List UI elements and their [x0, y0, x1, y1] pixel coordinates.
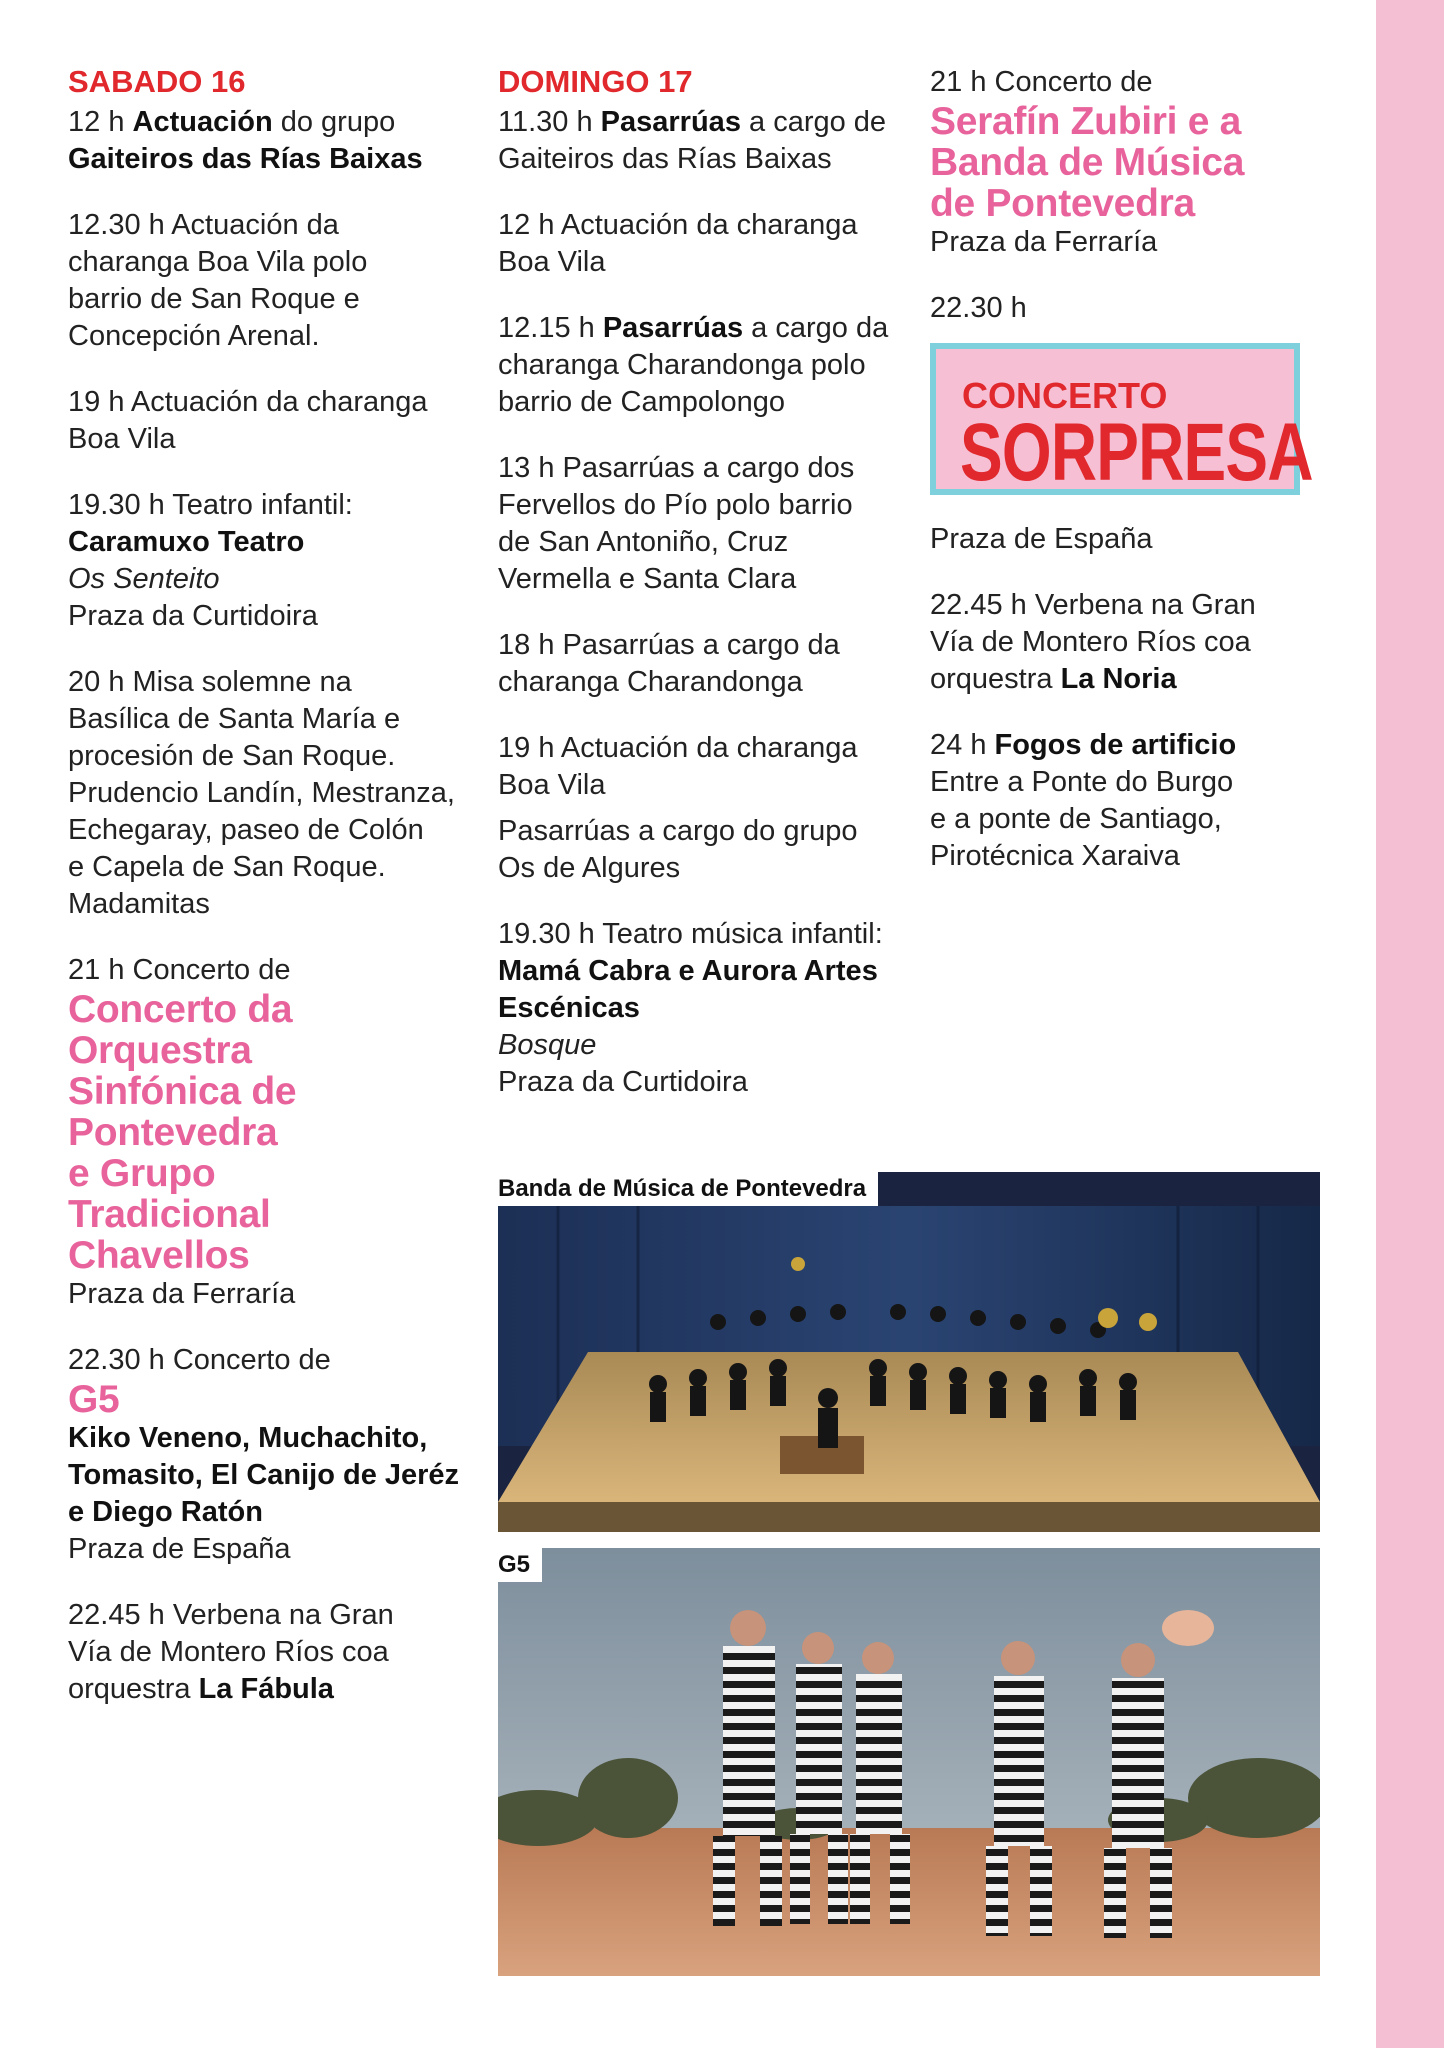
- pink-side-band: [1376, 0, 1444, 2048]
- event-domingo-2: 12 h Actuación da charanga Boa Vila: [498, 209, 858, 278]
- event-domingo-8: 19.30 h Teatro música infantil: Mamá Cabra e Aurora Artes Escénicas Bosque Praza da Curtidoira: [498, 918, 883, 1098]
- day-title-sabado: SABADO 16: [68, 64, 246, 99]
- banda-photo-image: [498, 1172, 1320, 1532]
- event-sabado-6: 21 h Concerto de Concerto da Orquestra Sinfónica de Pontevedra e Grupo Tradicional Chavellos Praza da Ferraría: [68, 952, 478, 1313]
- column-sabado: [68, 62, 478, 1737]
- event-sabado-3: 19 h Actuación da charanga Boa Vila: [68, 386, 428, 455]
- column-domingo: [498, 62, 908, 1130]
- event-col3-2: 22.30 h CONCERTO SORPRESA Praza de España: [930, 292, 1313, 555]
- event-domingo-6: 19 h Actuación da charanga Boa Vila: [498, 732, 858, 801]
- concerto-label: CONCERTO: [962, 375, 1168, 416]
- event-domingo-3: 12.15 h Pasarrúas a cargo da charanga Charandonga polo barrio de Campolongo: [498, 312, 889, 418]
- event-col3-3: 22.45 h Verbena na Gran Vía de Montero Ríos coa orquestra La Noria: [930, 589, 1256, 695]
- column-domingo-evening: [930, 64, 1350, 904]
- concerto-sorpresa-box: [930, 343, 1313, 498]
- event-sabado-5: 20 h Misa solemne na Basílica de Santa María e procesión de San Roque. Prudencio Landín, Mestranza, Echegaray, paseo de Colón e Capela de San Roque. Madamitas: [68, 666, 455, 920]
- event-sabado-1: 12 h Actuación do grupo Gaiteiros das Rías Baixas: [68, 106, 423, 175]
- event-col3-4: 24 h Fogos de artificio Entre a Ponte do Burgo e a ponte de Santiago, Pirotécnica Xaraiva: [930, 729, 1237, 872]
- photo-g5: [498, 1548, 1320, 1976]
- g5-photo-image: [498, 1548, 1320, 1976]
- photo-banda-de-musica: [498, 1172, 1320, 1532]
- event-sabado-2: 12.30 h Actuación da charanga Boa Vila polo barrio de San Roque e Concepción Arenal.: [68, 209, 368, 352]
- event-domingo-1: 11.30 h Pasarrúas a cargo de Gaiteiros das Rías Baixas: [498, 106, 887, 175]
- photo-caption-banda: Banda de Música de Pontevedra: [498, 1172, 878, 1206]
- event-domingo-7: Pasarrúas a cargo do grupo Os de Algures: [498, 815, 858, 884]
- day-title-domingo: DOMINGO 17: [498, 64, 693, 99]
- sorpresa-label: SORPRESA: [960, 407, 1313, 498]
- headline-orquestra: Concerto da: [68, 988, 293, 1031]
- event-domingo-4: 13 h Pasarrúas a cargo dos Fervellos do Pío polo barrio de San Antoniño, Cruz Vermella e Santa Clara: [498, 452, 855, 595]
- event-sabado-7: 22.30 h Concerto de G5 Kiko Veneno, Muchachito, Tomasito, El Canijo de Jeréz e Diego Ratón Praza de España: [68, 1342, 478, 1568]
- event-sabado-8: 22.45 h Verbena na Gran Vía de Montero Ríos coa orquestra La Fábula: [68, 1599, 394, 1705]
- headline-serafin: Serafín Zubiri e a: [930, 100, 1242, 143]
- event-domingo-5: 18 h Pasarrúas a cargo da charanga Charandonga: [498, 629, 840, 698]
- photo-caption-g5: G5: [498, 1548, 542, 1582]
- event-col3-1: 21 h Concerto de Serafín Zubiri e a Banda de Música de Pontevedra Praza da Ferraría: [930, 64, 1350, 261]
- headline-g5: G5: [68, 1378, 120, 1421]
- event-sabado-4: 19.30 h Teatro infantil: Caramuxo Teatro Os Senteito Praza da Curtidoira: [68, 489, 353, 632]
